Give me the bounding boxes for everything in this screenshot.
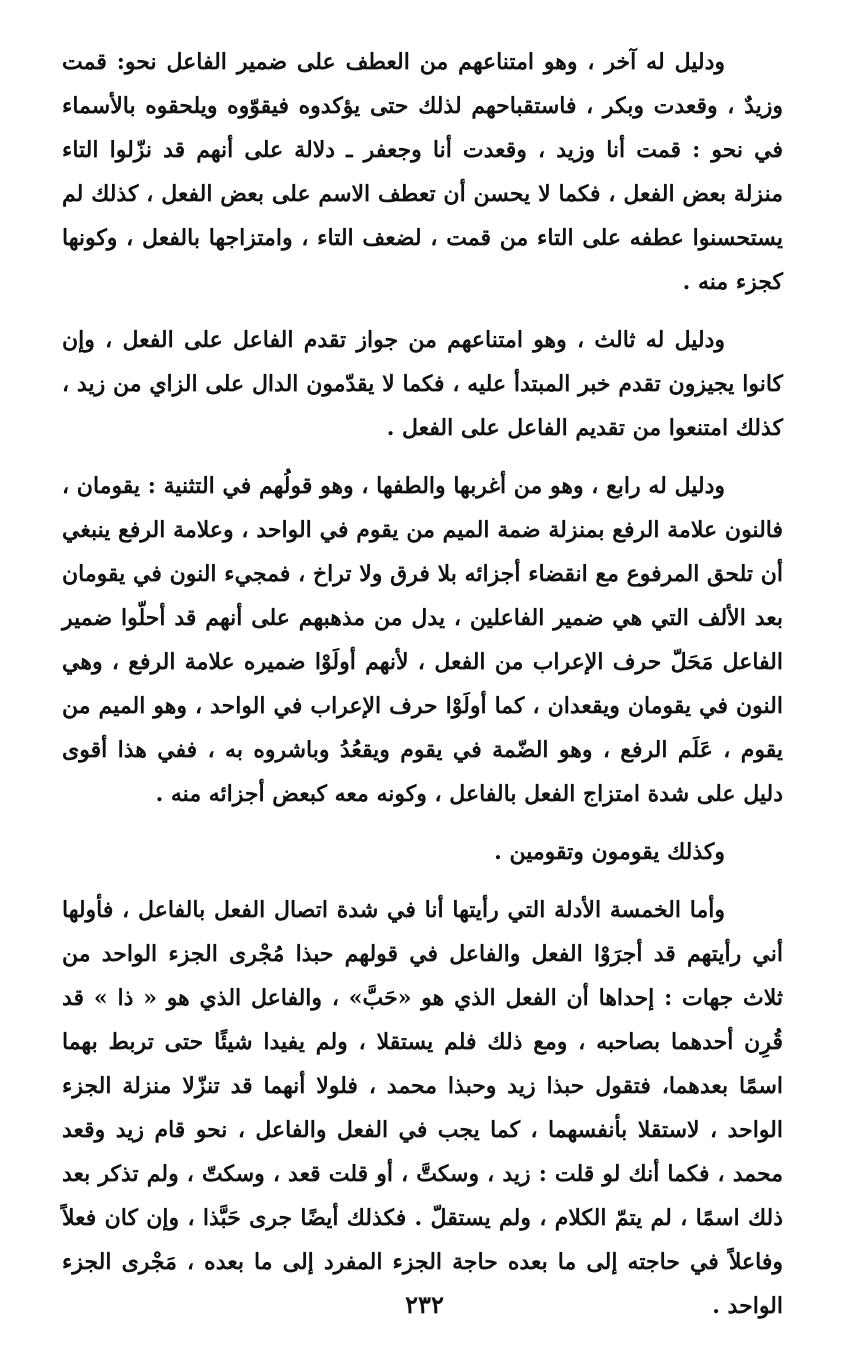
paragraph-2: ودليل له ثالث ، وهو امتناعهم من جواز تقدم الفاعل على الفعل ، وإن كانوا يجيزون تقدم خبر المبتدأ عليه ، فكما لا يقدّمون الدال على الزاي من زيد ، كذلك امتنعوا من تقديم الفاعل على الفعل .: [62, 327, 783, 441]
paragraph-4: وكذلك يقومون وتقومين .: [494, 839, 725, 865]
page-number: ٢٣٢: [405, 1290, 444, 1319]
paragraph-5: وأما الخمسة الأدلة التي رأيتها أنا في شدة اتصال الفعل بالفاعل ، فأولها أني رأيتهم قد أجرَوْا الفعل والفاعل في قولهم حبذا مُجْرى الجزء الواحد من ثلاث جهات : إحداها أن الفعل الذي هو «حَبَّ» ، والفاعل الذي هو « ذا » قد قُرِن أحدهما بصاحبه ، ومع ذلك فلم يستقلا ، ولم يفيدا شيئًا حتى تربط بهما اسمًا بعدهما، فتقول حبذا زيد وحبذا محمد ، فلولا أنهما قد تنزّلا منزلة الجزء الواحد ، لاستقلا بأنفسهما ، كما يجب في الفعل والفاعل ، نحو قام زيد وقعد محمد ، فكما أنك لو قلت : زيد ، وسكتَّ ، أو قلت قعد ، وسكتّ ، ولم تذكر بعد ذلك اسمًا ، لم يتمّ الكلام ، ولم يستقلّ . فكذلك أيضًا جرى حَبَّذا ، وإن كان فعلاً وفاعلاً في حاجته إلى ما بعده حاجة الجزء المفرد إلى ما بعده ، مَجْرى الجزء الواحد .: [62, 897, 784, 1319]
paragraph-1: ودليل له آخر ، وهو امتناعهم من العطف على ضمير الفاعل نحو: قمت وزيدٌ ، وقعدت وبكر ، فاستقباحهم لذلك حتى يؤكدوه فيقوّوه ويلحقوه بالأسماء في نحو : قمت أنا وزيد ، وقعدت أنا وجعفر ـ دلالة على أنهم قد نزّلوا التاء منزلة بعض الفعل ، فكما لا يحسن أن تعطف الاسم على بعض الفعل ، كذلك لم يستحسنوا عطفه على التاء من قمت ، لضعف التاء ، وامتزاجها بالفعل ، وكونها كجزء منه .: [62, 49, 783, 295]
body-text: [62, 40, 783, 1328]
paragraph-3: ودليل له رابع ، وهو من أغربها والطفها ، وهو قولُهم في التثنية : يقومان ، فالنون علامة الرفع بمنزلة ضمة الميم من يقوم في الواحد ، وعلامة الرفع ينبغي أن تلحق المرفوع مع انقضاء أجزائه بلا فرق ولا تراخ ، فمجيء النون في يقومان بعد الألف التي هي ضمير الفاعلين ، يدل من مذهبهم على أنهم قد أحلّوا ضمير الفاعل مَحَلّ حرف الإعراب من الفعل ، لأنهم أولَوْا ضميره علامة الرفع ، وهي النون في يقومان ويقعدان ، كما أولَوْا حرف الإعراب في الواحد ، وهو الميم من يقوم ، عَلَم الرفع ، وهو الضّمة في يقوم ويقعُدُ وباشروه به ، ففي هذا أقوى دليل على شدة امتزاج الفعل بالفاعل ، وكونه معه كبعض أجزائه منه .: [62, 473, 783, 807]
